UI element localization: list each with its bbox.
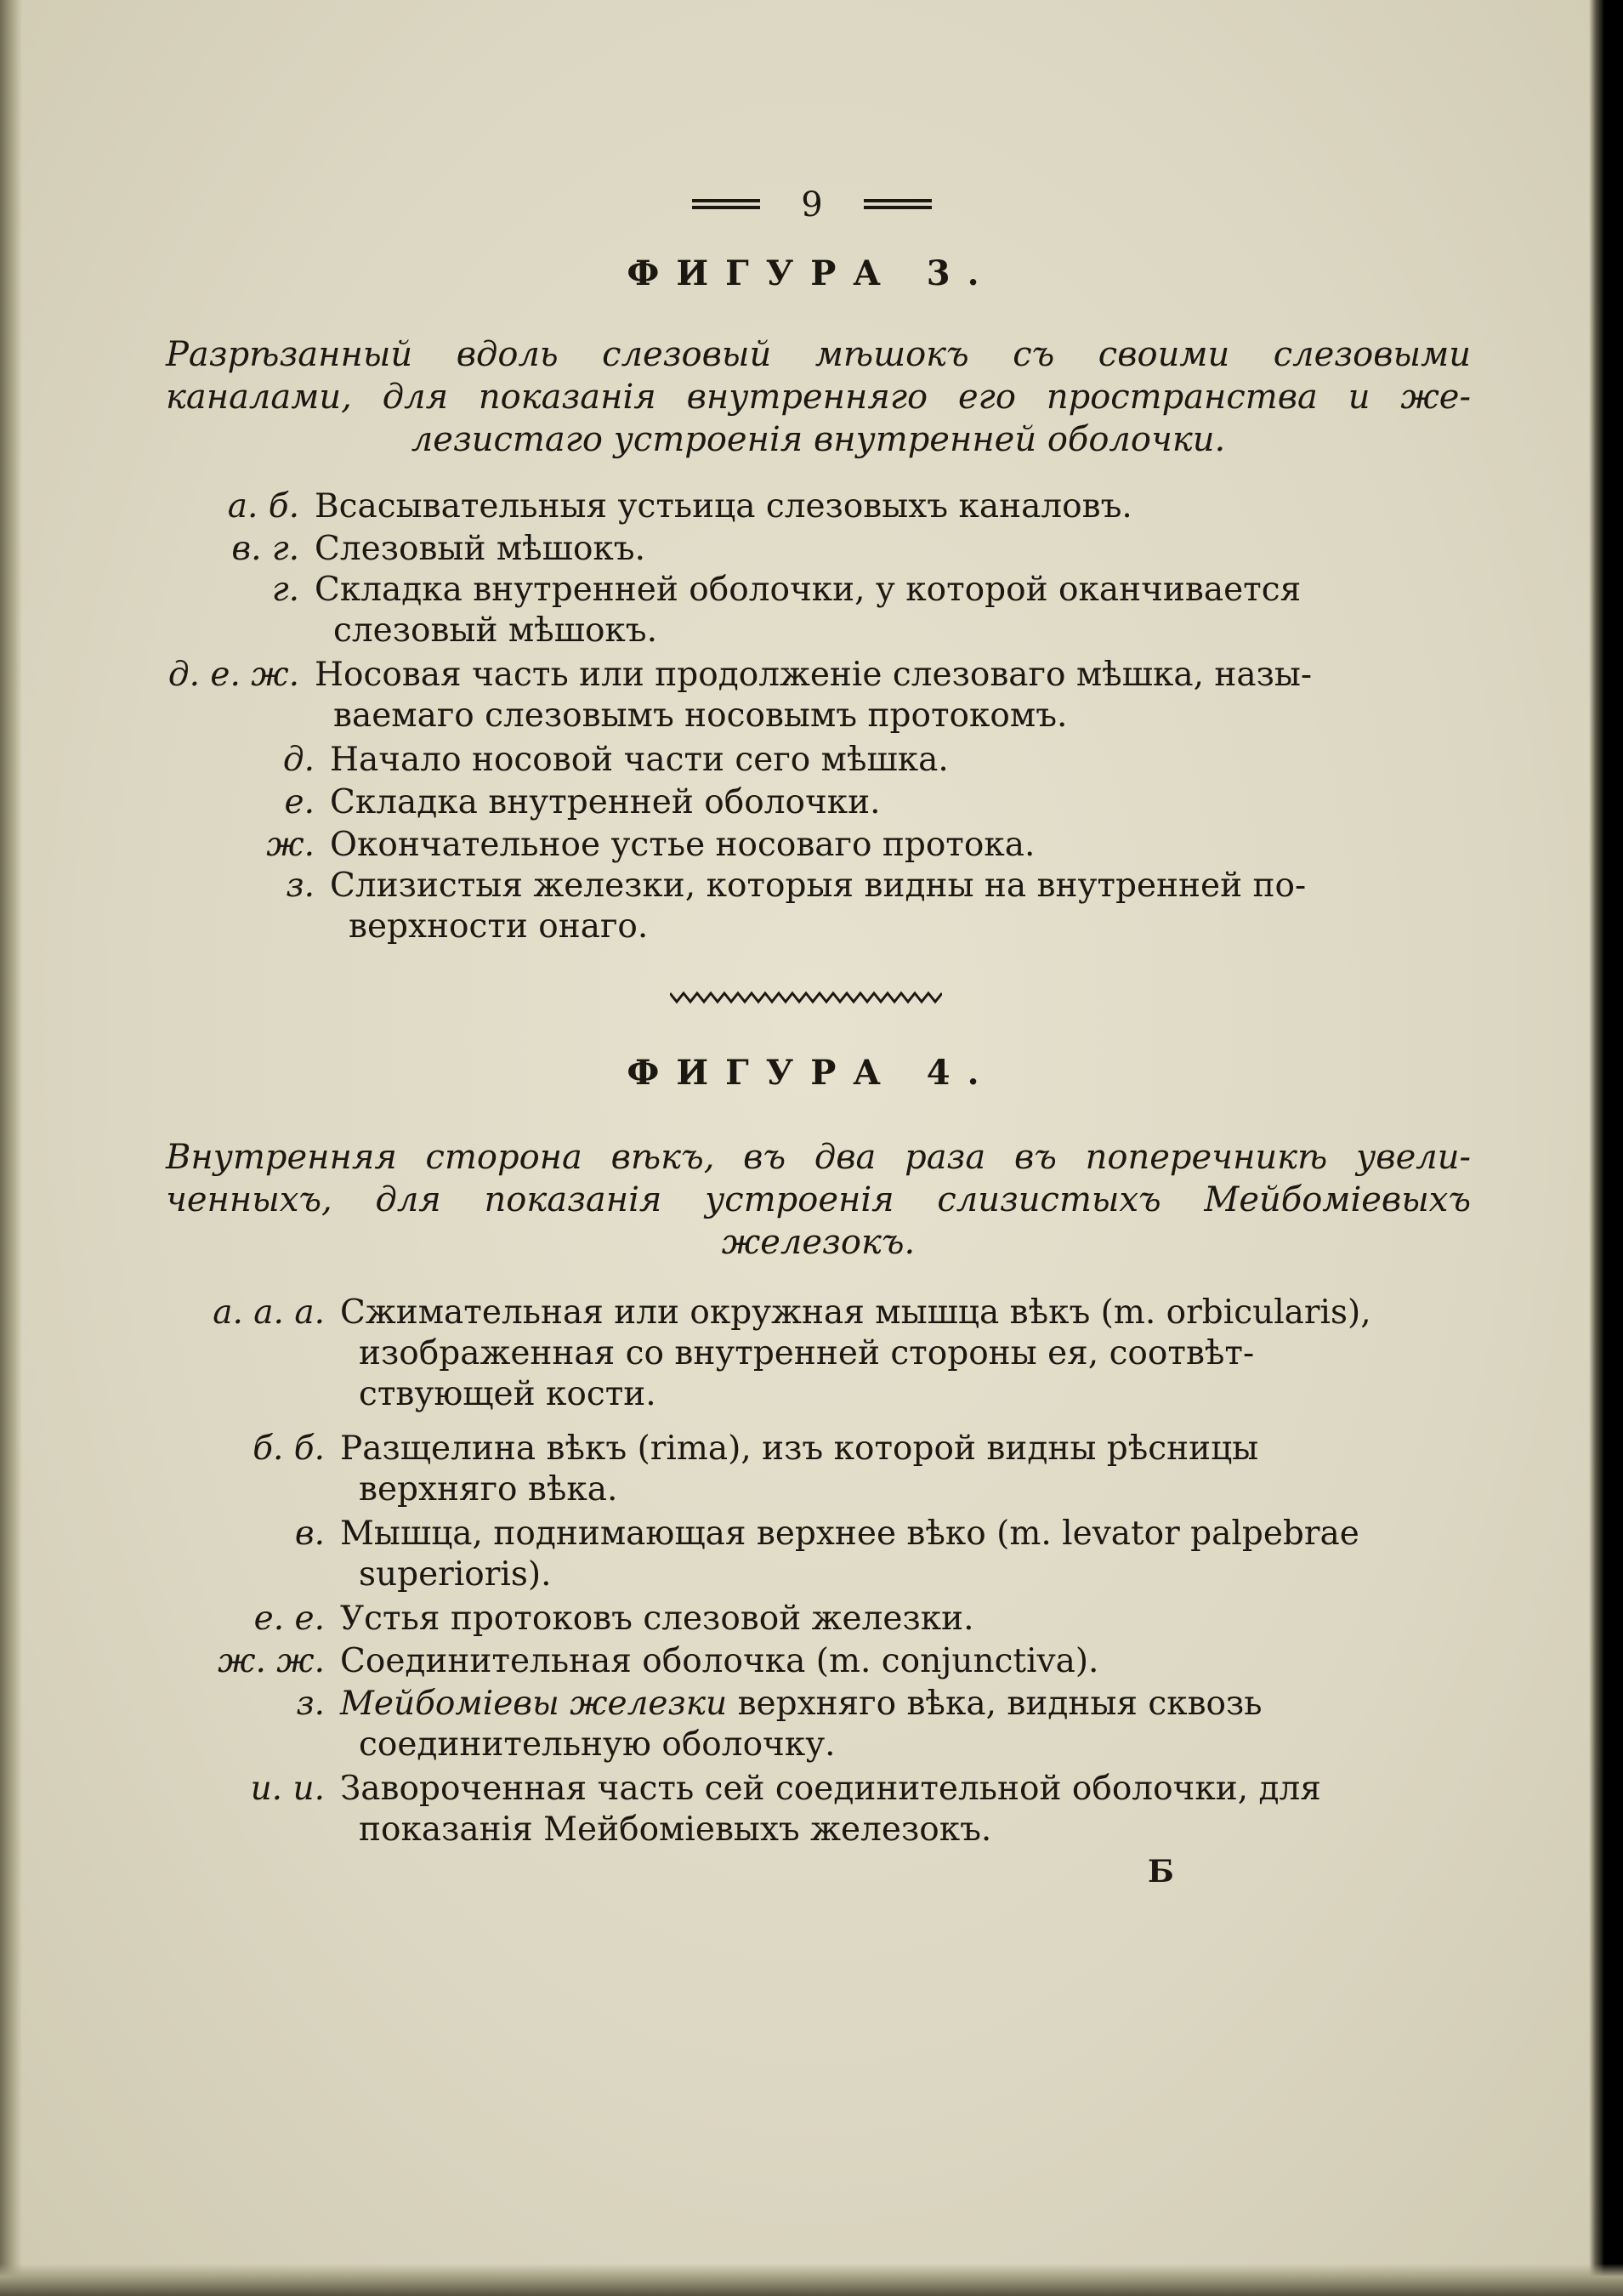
legend-text: Начало носовой части сего мѣшка. [330, 741, 949, 779]
legend-text: Всасывательныя устьица слезовыхъ каналовъ. [315, 487, 1132, 526]
legend-text-cont: соединительную оболочку. [359, 1725, 836, 1764]
legend-key: д. [282, 741, 315, 779]
legend-entry [231, 529, 1471, 570]
legend-key: ж. ж. [218, 1642, 325, 1680]
legend-text: Слезовый мѣшокъ. [315, 530, 646, 568]
legend-key: в. [294, 1515, 325, 1553]
legend-text-cont: слезовый мѣшокъ. [333, 611, 658, 650]
legend-text-cont: ствующей кости. [359, 1375, 656, 1413]
legend-text-cont: superioris). [359, 1555, 552, 1594]
figure4-caption-line2: ченныхъ, для показанія устроенія слизистыхъ Мейбоміевыхъ [166, 1180, 1471, 1219]
legend-entry [227, 486, 1471, 527]
legend-key: и. и. [250, 1770, 325, 1808]
figure3-caption-line2: каналами, для показанія внутренняго его пространства и же- [166, 378, 1471, 417]
legend-text-cont: верхняго вѣка. [359, 1470, 618, 1509]
legend-entry [250, 1769, 1471, 1850]
legend-text-cont: изображенная со внутренней стороны ея, соотвѣт- [359, 1334, 1255, 1372]
page-right-edge [1589, 0, 1623, 2296]
legend-text-cont: показанія Мейбоміевыхъ железокъ. [359, 1810, 992, 1849]
legend-entry [218, 1641, 1471, 1682]
legend-entry [296, 1684, 1471, 1765]
page-header [0, 185, 1623, 228]
figure3-caption-line3: лезистаго устроенія внутренней оболочки. [411, 420, 1226, 459]
legend-entry [282, 740, 1471, 781]
header-rule-left [692, 197, 760, 211]
legend-key: в. г. [231, 530, 299, 568]
legend-text: Устья протоковъ слезовой железки. [340, 1600, 974, 1638]
legend-entry [294, 1514, 1471, 1595]
legend-entry [271, 570, 1471, 651]
legend-entry [213, 1293, 1471, 1415]
legend-text: Разщелина вѣкъ (rima), изъ которой видны рѣсницы [340, 1429, 1259, 1468]
legend-key: з. [296, 1685, 325, 1723]
legend-key: е. [284, 783, 315, 821]
legend-key: б. б. [253, 1429, 325, 1468]
figure4-heading: ФИГУРА 4. [627, 1053, 996, 1093]
italic-lead: Мейбоміевы железки [340, 1685, 728, 1723]
page-left-edge [0, 0, 22, 2296]
legend-entry [253, 1429, 1471, 1510]
legend-text: Складка внутренней оболочки, у которой оканчивается [315, 571, 1302, 609]
legend-text: Складка внутренней оболочки. [330, 783, 881, 821]
figure4-caption-line3: железокъ. [721, 1223, 916, 1262]
legend-key: е. е. [253, 1600, 325, 1638]
legend-text-cont: ваемаго слезовымъ носовымъ протокомъ. [333, 696, 1068, 735]
legend-text: Завороченная часть сей соединительной оболочки, для [340, 1770, 1321, 1808]
legend-text: Окончательное устье носоваго протока. [330, 826, 1036, 864]
legend-key: д. е. ж. [167, 656, 299, 694]
figure4-caption-line1: Внутренняя сторона вѣкъ, въ два раза въ поперечникѣ увели- [166, 1138, 1471, 1177]
legend-key: ж. [266, 826, 315, 864]
signature-mark: Б [1148, 1854, 1174, 1890]
legend-entry [253, 1599, 1471, 1640]
legend-key: а. а. а. [213, 1293, 325, 1332]
legend-text: Мышца, поднимающая верхнее вѣко (m. levator palpebrae [340, 1515, 1359, 1553]
page-number: 9 [801, 185, 823, 224]
legend-key: г. [271, 571, 299, 609]
legend-text: Слизистыя железки, которыя видны на внутренней по- [330, 867, 1307, 905]
figure3-caption-line1: Разрѣзанный вдоль слезовый мѣшокъ съ своими слезовыми [166, 335, 1471, 374]
header-rule-right [864, 197, 932, 211]
legend-key: з. [286, 867, 315, 905]
legend-entry [266, 825, 1471, 866]
page-bottom-edge [0, 2264, 1623, 2296]
section-ornament [670, 990, 942, 1007]
legend-text-cont: верхности онаго. [349, 907, 649, 946]
legend-text: Соединительная оболочка (m. conjunctiva). [340, 1642, 1099, 1680]
legend-text: Мейбоміевы железки верхняго вѣка, видныя сквозь [340, 1685, 1263, 1723]
figure3-heading: ФИГУРА 3. [627, 253, 996, 293]
legend-text: Носовая часть или продолженіе слезоваго мѣшка, назы- [315, 656, 1313, 694]
legend-entry [167, 655, 1471, 736]
legend-key: а. б. [227, 487, 299, 526]
legend-text: Сжимательная или окружная мышца вѣкъ (m. orbicularis), [340, 1293, 1371, 1332]
legend-entry [284, 782, 1471, 823]
legend-entry [286, 866, 1471, 947]
